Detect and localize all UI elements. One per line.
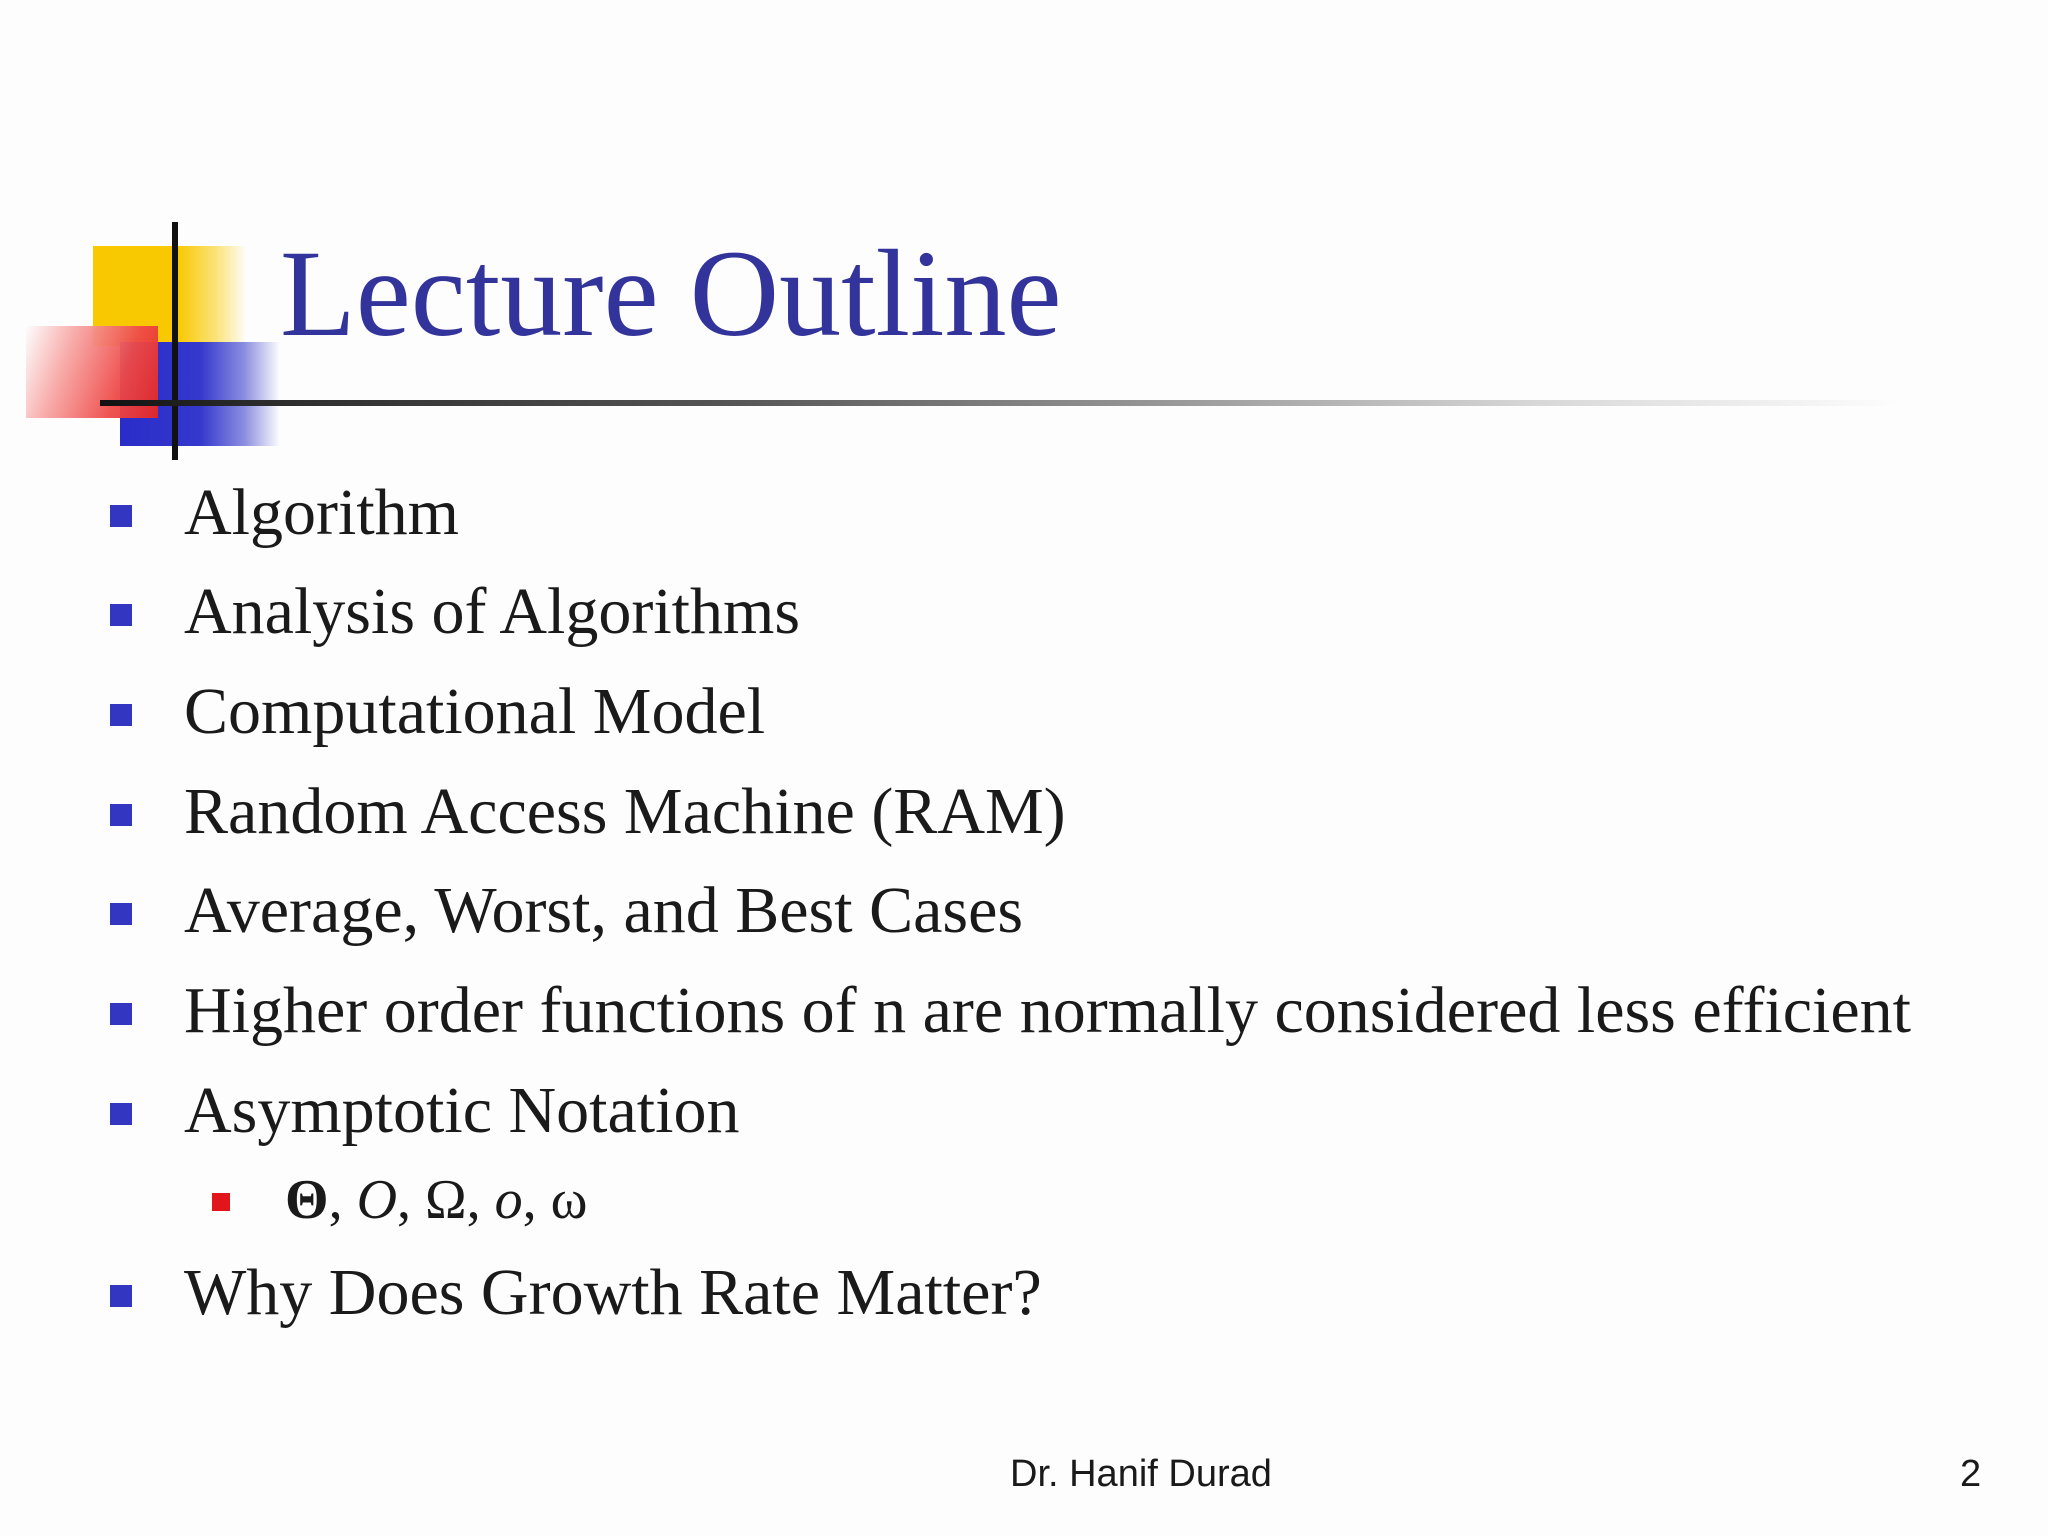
- bullet-square-icon: [110, 1103, 132, 1125]
- bullet-higher-order: Higher order functions of n are normally considered less efficient: [184, 974, 1912, 1047]
- separator: ,: [522, 1169, 551, 1231]
- separator: ,: [397, 1169, 426, 1231]
- page-number: 2: [1960, 1453, 1982, 1495]
- omega-symbol: Ω: [425, 1169, 467, 1231]
- sub-bullet-notations: [285, 1169, 588, 1231]
- big-o-symbol: O: [356, 1169, 398, 1231]
- bullet-growth-rate: Why Does Growth Rate Matter?: [184, 1256, 1042, 1329]
- sub-bullet-square-icon: [212, 1193, 230, 1211]
- bullet-asymptotic: Asymptotic Notation: [184, 1074, 740, 1147]
- bullet-square-icon: [110, 903, 132, 925]
- bullet-algorithm: Algorithm: [184, 476, 459, 549]
- little-omega-symbol: ω: [550, 1169, 588, 1231]
- bullet-cases: Average, Worst, and Best Cases: [184, 874, 1024, 947]
- slide-title: Lecture Outline: [280, 225, 1062, 362]
- separator: ,: [466, 1169, 495, 1231]
- bullet-square-icon: [110, 604, 132, 626]
- bullet-square-icon: [110, 1003, 132, 1025]
- bullet-ram: Random Access Machine (RAM): [184, 775, 1066, 848]
- bullet-square-icon: [110, 505, 132, 527]
- bullet-computational-model: Computational Model: [184, 675, 766, 748]
- footer-author: Dr. Hanif Durad: [1010, 1453, 1272, 1495]
- bullet-analysis: Analysis of Algorithms: [184, 575, 801, 648]
- bullet-square-icon: [110, 1285, 132, 1307]
- bullet-square-icon: [110, 704, 132, 726]
- theta-symbol: Θ: [285, 1169, 329, 1231]
- separator: ,: [328, 1169, 357, 1231]
- little-o-symbol: o: [494, 1169, 523, 1231]
- bullet-square-icon: [110, 804, 132, 826]
